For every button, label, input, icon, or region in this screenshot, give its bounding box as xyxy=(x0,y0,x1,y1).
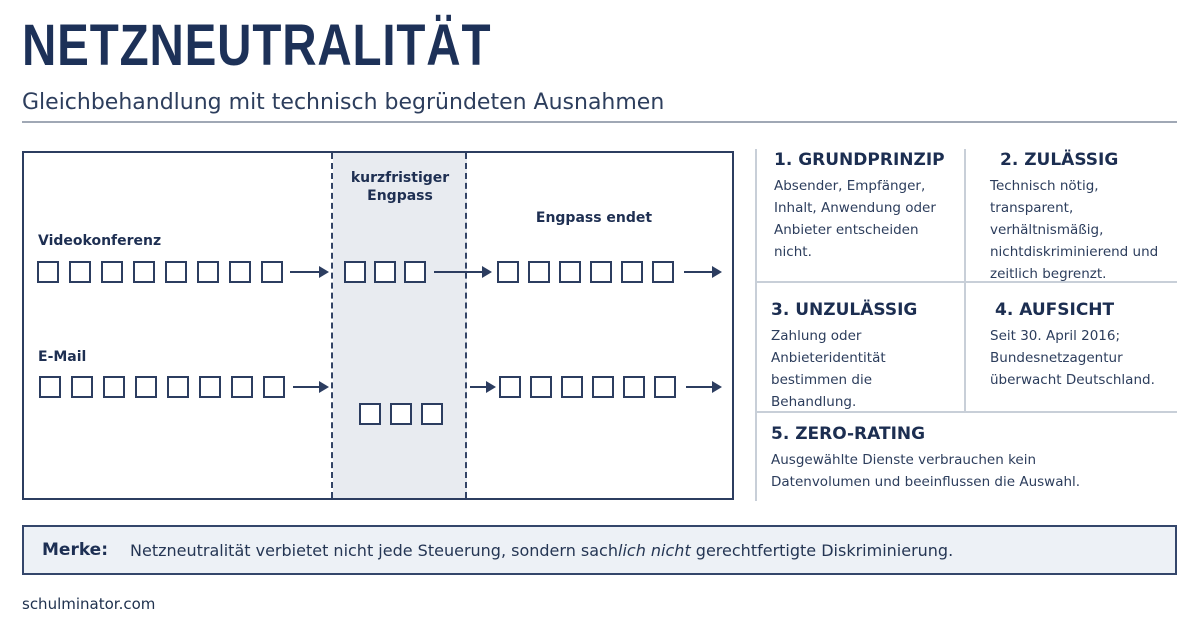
email-before-packet-8 xyxy=(263,376,285,398)
principle-unzulaessig-text: Zahlung oder Anbieteridentität bestimmen die Behandlung. xyxy=(771,328,886,410)
principle-aufsicht-text: Seit 30. April 2016; Bundesnetzagentur überwacht Deutschland. xyxy=(990,328,1155,388)
videokonferenz-after-packet-3 xyxy=(559,261,581,283)
remember-text-start: Netzneutralität verbietet nicht jede Steuerung, sondern sach xyxy=(130,540,618,560)
videokonferenz-during-packet-1 xyxy=(344,261,366,283)
email-after-packet-6 xyxy=(654,376,676,398)
videokonferenz-before-packet-5 xyxy=(165,261,187,283)
email-before-packet-2 xyxy=(71,376,93,398)
principle-zulaessig xyxy=(990,149,1177,281)
principle-grundprinzip xyxy=(774,149,959,281)
principle-grundprinzip-text: Absender, Empfänger, Inhalt, Anwendung oder Anbieter entscheiden nicht. xyxy=(774,178,936,260)
page-subtitle: Gleichbehandlung mit technisch begründeten Ausnahmen xyxy=(22,90,665,115)
videokonferenz-before-packet-8 xyxy=(261,261,283,283)
videokonferenz-before-packet-3 xyxy=(101,261,123,283)
principle-zero-rating-text: Ausgewählte Dienste verbrauchen kein Datenvolumen und beeinflussen die Auswahl. xyxy=(771,452,1081,490)
remember-text-end: gerechtfertigte Diskriminierung. xyxy=(690,540,954,560)
principles-grid xyxy=(755,149,1177,501)
videokonferenz-before-packet-4 xyxy=(133,261,155,283)
page-title: NETZNEUTRALITÄT xyxy=(22,13,492,78)
email-before-arrow xyxy=(293,386,327,388)
principle-unzulaessig-title: 3. UNZULÄSSIG xyxy=(771,300,918,320)
videokonferenz-through-arrow xyxy=(434,271,490,273)
email-during-packet-2 xyxy=(390,403,412,425)
videokonferenz-after-arrow xyxy=(684,271,720,273)
principles-middle-divider xyxy=(964,149,966,411)
principle-zero-rating xyxy=(771,423,1177,501)
email-through-arrow xyxy=(470,386,494,388)
header-divider xyxy=(22,121,1177,123)
traffic-diagram xyxy=(22,151,734,500)
email-after-packet-3 xyxy=(561,376,583,398)
videokonferenz-during-packet-3 xyxy=(404,261,426,283)
videokonferenz-during-packet-2 xyxy=(374,261,396,283)
principle-aufsicht-title: 4. AUFSICHT xyxy=(995,300,1115,320)
remember-label: Merke: xyxy=(42,540,109,560)
principle-unzulaessig xyxy=(771,299,961,411)
videokonferenz-after-packet-6 xyxy=(652,261,674,283)
videokonferenz-before-packet-2 xyxy=(69,261,91,283)
email-before-packet-1 xyxy=(39,376,61,398)
email-before-packet-5 xyxy=(167,376,189,398)
videokonferenz-after-packet-5 xyxy=(621,261,643,283)
email-after-arrow xyxy=(686,386,720,388)
email-before-packet-3 xyxy=(103,376,125,398)
email-before-packet-7 xyxy=(231,376,253,398)
bottleneck-label-line1: kurzfristiger xyxy=(350,170,450,186)
email-after-packet-5 xyxy=(623,376,645,398)
email-during-packet-3 xyxy=(421,403,443,425)
header xyxy=(22,10,1177,118)
email-during-packet-1 xyxy=(359,403,381,425)
remember-text xyxy=(130,541,953,560)
remember-box xyxy=(22,525,1177,575)
videokonferenz-after-packet-4 xyxy=(590,261,612,283)
remember-text-emphasis: lich nicht xyxy=(618,540,691,560)
principle-grundprinzip-title: 1. GRUNDPRINZIP xyxy=(774,150,945,170)
videokonferenz-before-packet-1 xyxy=(37,261,59,283)
email-before-packet-6 xyxy=(199,376,221,398)
stream-label-videokonferenz: Videokonferenz xyxy=(38,233,162,249)
videokonferenz-before-packet-7 xyxy=(229,261,251,283)
bottleneck-label xyxy=(333,169,467,205)
email-after-packet-1 xyxy=(499,376,521,398)
videokonferenz-after-packet-2 xyxy=(528,261,550,283)
stream-label-email: E-Mail xyxy=(38,349,87,365)
videokonferenz-before-arrow xyxy=(290,271,327,273)
videokonferenz-after-packet-1 xyxy=(497,261,519,283)
principle-zulaessig-text: Technisch nötig, transparent, verhältnismäßig, nichtdiskriminierend und zeitlich begrenzt. xyxy=(990,178,1159,282)
footer-site: schulminator.com xyxy=(22,595,156,613)
bottleneck-label-line2: Engpass xyxy=(367,188,433,204)
principles-left-divider xyxy=(755,149,757,501)
bottleneck-ended-label: Engpass endet xyxy=(535,210,653,226)
principle-zulaessig-title: 2. ZULÄSSIG xyxy=(1000,150,1119,170)
videokonferenz-before-packet-6 xyxy=(197,261,219,283)
principle-zero-rating-title: 5. ZERO-RATING xyxy=(771,424,926,444)
email-after-packet-4 xyxy=(592,376,614,398)
email-after-packet-2 xyxy=(530,376,552,398)
email-before-packet-4 xyxy=(135,376,157,398)
principle-aufsicht xyxy=(990,299,1177,411)
